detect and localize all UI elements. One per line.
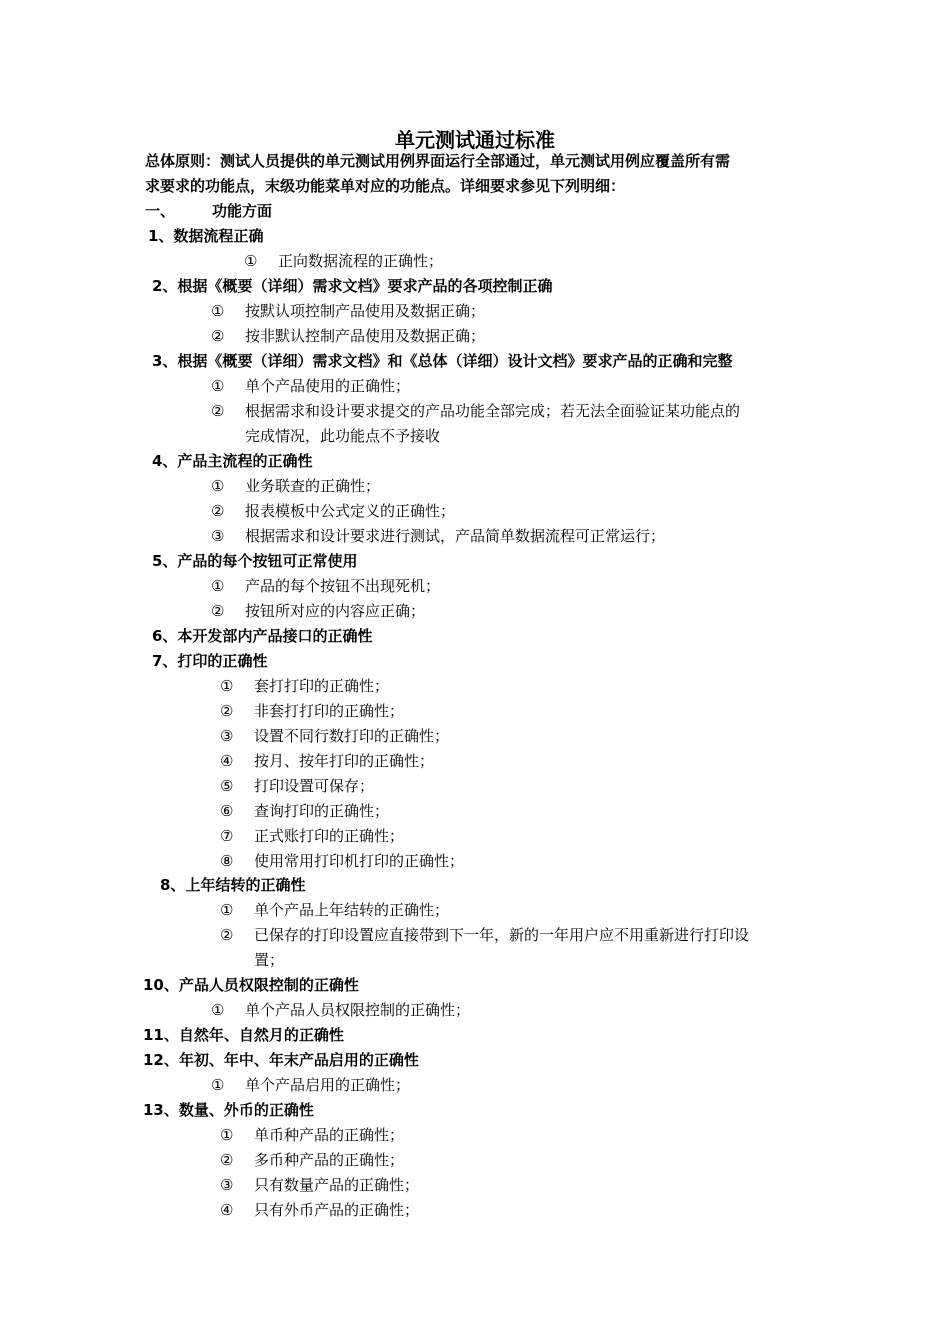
- section-heading: 1、数据流程正确: [148, 227, 264, 245]
- list-item: 非套打打印的正确性；: [254, 702, 405, 720]
- item-marker: ②: [211, 402, 225, 420]
- list-item: 按月、按年打印的正确性；: [254, 752, 435, 770]
- list-item: 只有数量产品的正确性；: [254, 1176, 420, 1194]
- item-marker: ①: [220, 677, 234, 695]
- item-marker: ②: [220, 1151, 234, 1169]
- item-marker: ①: [211, 1076, 225, 1094]
- section-heading: 3、根据《概要（详细）需求文档》和《总体（详细）设计文档》要求产品的正确和完整: [152, 352, 733, 370]
- item-marker: ③: [211, 527, 225, 545]
- item-marker: ④: [220, 752, 234, 770]
- principle-line-1: 总体原则：测试人员提供的单元测试用例界面运行全部通过，单元测试用例应覆盖所有需: [145, 152, 731, 170]
- list-item: 已保存的打印设置应直接带到下一年，新的一年用户应不用重新进行打印设: [254, 926, 750, 944]
- list-item: 只有外币产品的正确性；: [254, 1201, 420, 1219]
- section-heading: 13、数量、外币的正确性: [143, 1101, 314, 1119]
- section-heading: 7、打印的正确性: [152, 652, 268, 670]
- item-marker: ②: [211, 502, 225, 520]
- item-marker: ①: [211, 302, 225, 320]
- item-marker: ④: [220, 1201, 234, 1219]
- item-marker: ③: [220, 1176, 234, 1194]
- section-heading: 12、年初、年中、年末产品启用的正确性: [143, 1051, 419, 1069]
- item-marker: ①: [211, 1001, 225, 1019]
- item-marker: ①: [244, 252, 258, 270]
- item-marker: ②: [220, 926, 234, 944]
- item-marker: ③: [220, 727, 234, 745]
- item-marker: ②: [211, 602, 225, 620]
- item-marker: ⑥: [220, 802, 234, 820]
- list-item: 按默认项控制产品使用及数据正确；: [245, 302, 486, 320]
- list-item: 打印设置可保存；: [254, 777, 375, 795]
- list-item: 单个产品启用的正确性；: [245, 1076, 411, 1094]
- list-item: 套打打印的正确性；: [254, 677, 390, 695]
- part-title: 功能方面: [212, 202, 273, 220]
- list-item: 多币种产品的正确性；: [254, 1151, 405, 1169]
- list-item: 业务联查的正确性；: [245, 477, 381, 495]
- item-marker: ①: [211, 477, 225, 495]
- section-heading: 5、产品的每个按钮可正常使用: [152, 552, 358, 570]
- section-heading: 2、根据《概要（详细）需求文档》要求产品的各项控制正确: [152, 277, 553, 295]
- item-marker: ⑧: [220, 852, 234, 870]
- list-item: 正向数据流程的正确性；: [278, 252, 444, 270]
- item-marker: ②: [211, 327, 225, 345]
- list-item: 正式账打印的正确性；: [254, 827, 405, 845]
- list-item-continuation: 置；: [254, 951, 285, 969]
- section-heading: 11、自然年、自然月的正确性: [143, 1026, 344, 1044]
- list-item: 查询打印的正确性；: [254, 802, 390, 820]
- item-marker: ①: [220, 901, 234, 919]
- section-heading: 6、本开发部内产品接口的正确性: [152, 627, 373, 645]
- section-heading: 4、产品主流程的正确性: [152, 452, 313, 470]
- list-item: 使用常用打印机打印的正确性；: [254, 852, 465, 870]
- item-marker: ①: [220, 1126, 234, 1144]
- part-number: 一、: [145, 202, 176, 220]
- list-item: 单个产品上年结转的正确性；: [254, 901, 450, 919]
- list-item: 根据需求和设计要求提交的产品功能全部完成；若无法全面验证某功能点的: [245, 402, 741, 420]
- list-item: 报表模板中公式定义的正确性；: [245, 502, 456, 520]
- item-marker: ⑦: [220, 827, 234, 845]
- item-marker: ②: [220, 702, 234, 720]
- section-heading: 8、上年结转的正确性: [160, 876, 306, 894]
- list-item: 按钮所对应的内容应正确；: [245, 602, 426, 620]
- list-item: 单币种产品的正确性；: [254, 1126, 405, 1144]
- section-heading: 10、产品人员权限控制的正确性: [143, 976, 359, 994]
- document-title: 单元测试通过标准: [395, 128, 555, 152]
- list-item-continuation: 完成情况，此功能点不予接收: [245, 427, 441, 445]
- item-marker: ⑤: [220, 777, 234, 795]
- list-item: 设置不同行数打印的正确性；: [254, 727, 450, 745]
- list-item: 按非默认控制产品使用及数据正确；: [245, 327, 486, 345]
- list-item: 单个产品使用的正确性；: [245, 377, 411, 395]
- item-marker: ①: [211, 577, 225, 595]
- list-item: 根据需求和设计要求进行测试，产品简单数据流程可正常运行；: [245, 527, 666, 545]
- item-marker: ①: [211, 377, 225, 395]
- list-item: 产品的每个按钮不出现死机；: [245, 577, 441, 595]
- principle-line-2: 求要求的功能点，末级功能菜单对应的功能点。详细要求参见下列明细：: [145, 177, 626, 195]
- list-item: 单个产品人员权限控制的正确性；: [245, 1001, 471, 1019]
